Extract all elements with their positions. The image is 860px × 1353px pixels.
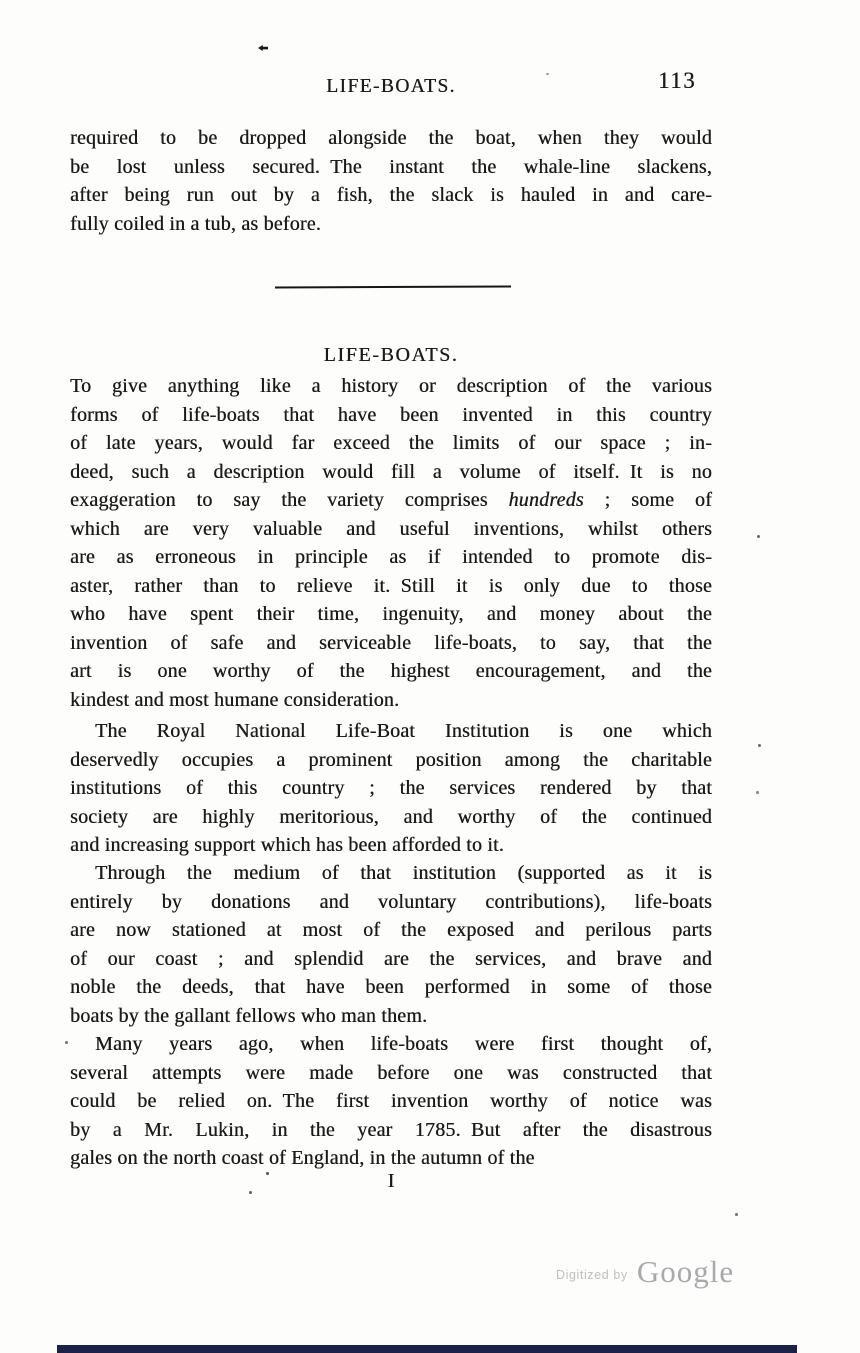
text-block <box>70 124 712 1224</box>
text-line-with-italic <box>70 486 712 515</box>
text-line: forms of life-boats that have been invented in this country <box>70 403 712 426</box>
paragraph-stations <box>70 859 712 1030</box>
text-line: after being run out by a fish, the slack is hauled in and care- <box>70 184 712 206</box>
text-line: The Royal National Life-Boat Institution is one which <box>95 720 712 742</box>
text-line: noble the deeds, that have been performed in some of those <box>70 976 712 998</box>
text-line: are now stationed at most of the exposed and perilous parts <box>70 919 712 941</box>
paragraph-institution <box>70 717 712 860</box>
digitized-by-label: Digitized by <box>556 1268 628 1282</box>
text-span: exaggeration to say the variety comprises <box>70 489 509 511</box>
paragraph-history <box>70 372 712 714</box>
page-number: 113 <box>658 68 697 93</box>
ink-speck <box>758 744 761 747</box>
text-line: institutions of this country ; the services rendered by that <box>70 777 712 799</box>
ink-speck <box>546 73 549 75</box>
text-line: could be relied on. The first invention worthy of notice was <box>70 1090 712 1112</box>
text-line: of our coast ; and splendid are the services, and brave and <box>70 947 712 970</box>
text-line: To give anything like a history or description of the various <box>70 375 712 397</box>
ink-speck <box>65 1041 68 1044</box>
text-line: by a Mr. Lukin, in the year 1785. But after the disastrous <box>70 1118 712 1141</box>
text-line: kindest and most humane consideration. <box>70 688 400 711</box>
ink-speck <box>757 535 760 538</box>
text-line: are as erroneous in principle as if intended to promote dis- <box>70 546 712 568</box>
text-line: fully coiled in a tub, as before. <box>70 212 321 235</box>
paragraph-lukin <box>70 1030 712 1173</box>
text-span: ; some of <box>583 489 712 511</box>
text-line: society are highly meritorious, and worthy of the continued <box>70 805 712 828</box>
text-line: aster, rather than to relieve it. Still it is only due to those <box>70 574 712 597</box>
ink-speck <box>756 791 759 794</box>
signature-mark: I <box>387 1170 395 1192</box>
text-line: boats by the gallant fellows who man them. <box>70 1004 428 1027</box>
ink-speck <box>735 1213 738 1216</box>
google-logo: Google <box>636 1254 735 1289</box>
text-line: Through the medium of that institution (supported as it is <box>95 862 712 884</box>
text-line: invention of safe and serviceable life-boats, to say, that the <box>70 631 712 654</box>
digitized-by-google-watermark <box>556 1254 734 1290</box>
section-divider-rule <box>275 285 511 288</box>
ink-speck <box>258 45 268 51</box>
text-line: entirely by donations and voluntary contributions), life-boats <box>70 890 712 913</box>
running-title: LIFE-BOATS. <box>326 76 456 97</box>
text-line: Many years ago, when life-boats were first thought of, <box>95 1033 712 1055</box>
italic-word: hundreds <box>508 489 584 511</box>
text-line: required to be dropped alongside the boat, when they would <box>70 127 712 149</box>
text-line: of late years, would far exceed the limits of our space ; in- <box>70 432 712 454</box>
section-heading: LIFE-BOATS. <box>323 344 459 366</box>
text-line: gales on the north coast of England, in the autumn of the <box>70 1147 535 1169</box>
text-line: deed, such a description would fill a volume of itself. It is no <box>70 460 712 483</box>
text-line: be lost unless secured. The instant the whale-line slackens, <box>70 155 712 178</box>
text-line: deservedly occupies a prominent position among the charitable <box>70 748 712 771</box>
text-line: who have spent their time, ingenuity, and money about the <box>70 603 712 625</box>
paragraph-whale-line <box>70 124 712 238</box>
text-line: which are very valuable and useful inventions, whilst others <box>70 517 712 540</box>
text-line: several attempts were made before one was constructed that <box>70 1061 712 1084</box>
text-line: and increasing support which has been afforded to it. <box>70 834 504 856</box>
text-line: art is one worthy of the highest encouragement, and the <box>70 660 712 682</box>
scan-edge-bar <box>57 1345 797 1353</box>
